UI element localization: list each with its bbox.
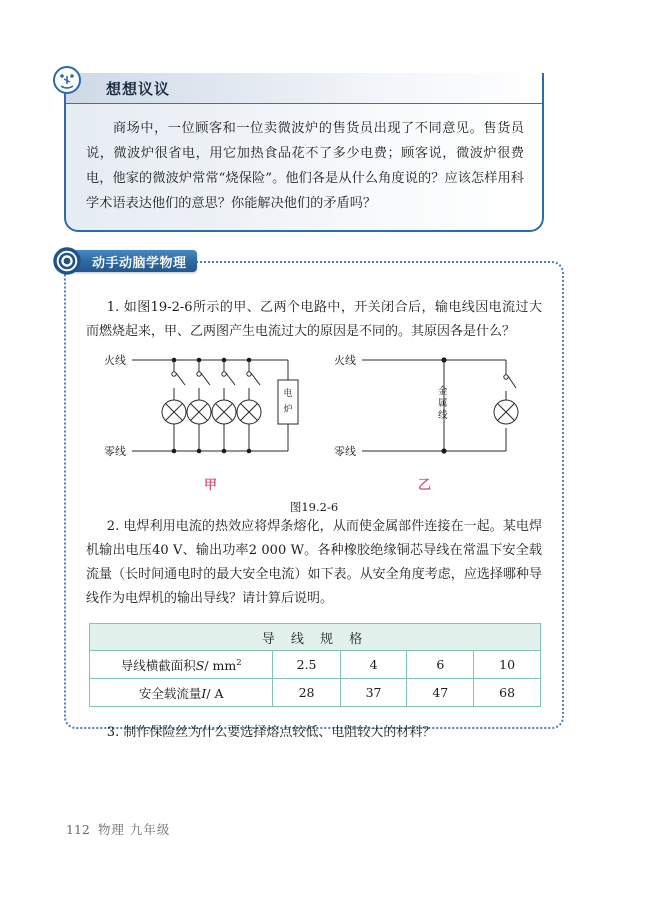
target-icon	[52, 246, 82, 276]
think-box-header	[66, 73, 542, 104]
row-header-safe-current	[90, 679, 273, 707]
left-component-label: 电	[283, 389, 293, 399]
think-box-paragraph: 商场中，一位顾客和一位卖微波炉的售货员出现了不同意见。售货员说，微波炉很省电，用它加热食品花不了多少电费；顾客说，微波炉很费电，他家的微波炉常常“烧保险”。他们各是从什么角度说的？应该怎样用科学术语表达他们的意思？你能解决他们的矛盾吗？	[86, 121, 524, 211]
table-cell: 37	[340, 679, 407, 707]
table-title-row	[90, 624, 541, 651]
left-neutral-wire-label: 零线	[104, 445, 126, 458]
practice-badge-row	[64, 250, 564, 274]
practice-content	[64, 274, 564, 759]
svg-text:炉: 炉	[283, 405, 293, 415]
row-header-exponent: 2	[236, 657, 242, 668]
svg-text:属: 属	[438, 398, 448, 409]
left-live-wire-label: 火线	[104, 354, 126, 367]
right-component-label: 金	[438, 386, 448, 397]
svg-text:线: 线	[438, 410, 448, 421]
face-icon	[52, 65, 82, 95]
figure-label-right: 乙	[418, 478, 432, 493]
page-number: 112	[66, 822, 90, 837]
table-title: 导 线 规 格	[90, 624, 541, 651]
circuit-figure	[86, 350, 542, 515]
think-box-title: 想想议议	[106, 79, 171, 98]
table-cell: 28	[273, 679, 340, 707]
circuit-diagram-svg	[86, 350, 542, 500]
row-header-unit: / A	[206, 685, 224, 701]
question-3	[86, 721, 542, 745]
table-cell: 6	[407, 651, 474, 679]
question-2-text: 2. 电焊利用电流的热效应将焊条熔化，从而使金属部件连接在一起。某电焊机输出电压40 V、输出功率2 000 W。各种橡胶绝缘铜芯导线在常温下安全载流量（长时间通电时的最大安全电流）如下表。从安全角度考虑，应选择哪种导线作为电焊机的输出导线？请计算后说明。	[86, 519, 542, 606]
footer-subject: 物理 九年级	[97, 822, 171, 837]
figure-caption: 图19.2-6	[289, 500, 339, 514]
row-header-cross-section	[90, 651, 273, 679]
table-row	[90, 679, 541, 707]
right-live-wire-label: 火线	[334, 354, 356, 367]
row-header-symbol: S	[195, 657, 205, 673]
row-header-prefix: 导线横截面积	[120, 657, 196, 673]
practice-badge	[66, 250, 197, 272]
row-header-unit: / mm	[204, 657, 237, 673]
row-header-prefix: 安全载流量	[138, 685, 202, 701]
question-1-text: 1. 如图19-2-6所示的甲、乙两个电路中，开关闭合后，输电线因电流过大而燃烧起来，甲、乙两图产生电流过大的原因是不同的。其原因各是什么？	[86, 300, 542, 339]
practice-title: 动手动脑学物理	[92, 255, 187, 271]
table-cell: 10	[474, 651, 541, 679]
right-neutral-wire-label: 零线	[334, 445, 356, 458]
think-box-body	[66, 104, 542, 230]
table-cell: 2.5	[273, 651, 340, 679]
question-1	[86, 296, 542, 344]
table-cell: 47	[407, 679, 474, 707]
table-cell: 68	[474, 679, 541, 707]
page-footer	[66, 820, 170, 838]
table-cell: 4	[340, 651, 407, 679]
row-header-symbol: I	[201, 685, 207, 701]
practice-section	[64, 250, 564, 759]
question-2	[86, 515, 542, 611]
table-row	[90, 651, 541, 679]
question-3-text: 3. 制作保险丝为什么要选择熔点较低、电阻较大的材料？	[106, 725, 436, 740]
think-and-discuss-box	[64, 73, 544, 232]
wire-spec-table	[89, 623, 541, 707]
figure-label-left: 甲	[204, 478, 218, 493]
